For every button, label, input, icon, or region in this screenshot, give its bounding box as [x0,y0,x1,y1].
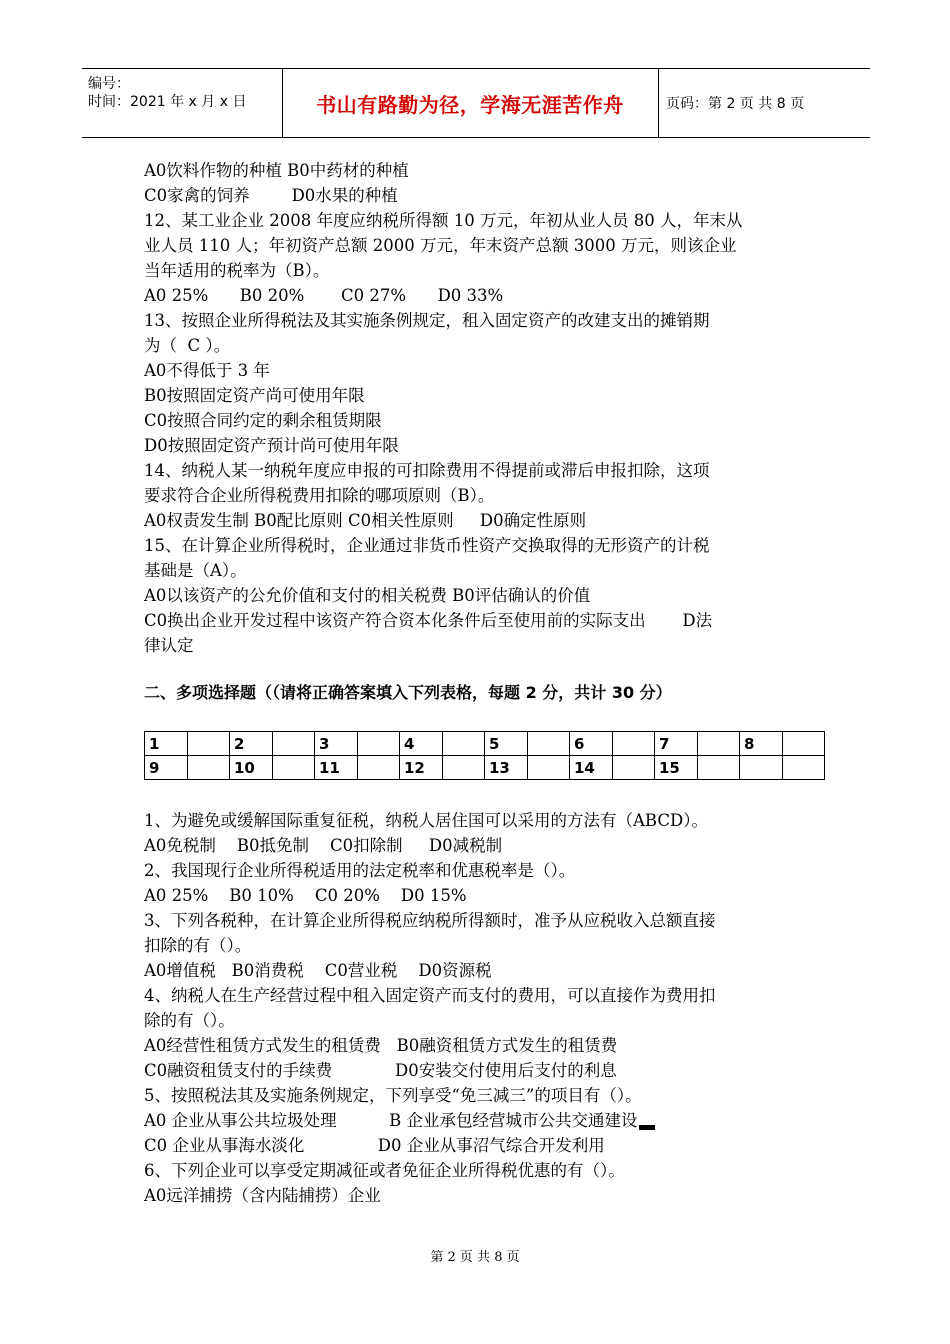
text-line: 扣除的有（）。 [144,936,252,955]
text-line: 1、为避免或缓解国际重复征税，纳税人居住国可以采用的方法有（ABCD）。 [144,811,708,830]
question-number-cell: 11 [315,756,358,780]
section-title: 二、多项选择题（（请将正确答案填入下列表格，每题 2 分，共计 30 分） [144,683,672,702]
header-page-cell [658,69,870,137]
text-line: A0经营性租赁方式发生的租赁费 B0融资租赁方式发生的租赁费 [144,1036,618,1055]
answer-cell[interactable] [357,756,400,780]
text-line: C0 企业从事海水淡化 D0 企业从事沼气综合开发利用 [144,1136,605,1155]
text-line: A0 企业从事公共垃圾处理 B 企业承包经营城市公共交通建设 [144,1111,638,1130]
question-number-cell [740,756,783,780]
answer-cell[interactable] [527,756,570,780]
text-line: 2、我国现行企业所得税适用的法定税率和优惠税率是（）。 [144,861,576,880]
text-line: 3、下列各税种，在计算企业所得税应纳税所得额时，准予从应税收入总额直接 [144,911,716,930]
page-header [82,68,870,138]
text-line: 基础是（A）。 [144,561,247,580]
question-block-bottom [144,808,824,1208]
answer-cell[interactable] [357,732,400,756]
text-line: 13、按照企业所得税法及其实施条例规定，租入固定资产的改建支出的摊销期 [144,311,710,330]
answer-cell[interactable] [442,756,485,780]
text-line: 14、纳税人某一纳税年度应申报的可扣除费用不得提前或滞后申报扣除，这项 [144,461,710,480]
answer-cell[interactable] [527,732,570,756]
answer-cell[interactable] [612,732,655,756]
text-line: 为（ C ）。 [144,336,231,355]
answer-table [144,731,825,780]
page-footer: 第 2 页 共 8 页 [430,1250,520,1265]
question-number-cell: 1 [145,732,188,756]
document-date-label: 时间：2021 年 x 月 x 日 [88,94,247,110]
text-line: A0饮料作物的种植 B0中药材的种植 [144,161,409,180]
answer-cell[interactable] [187,756,230,780]
answer-cell[interactable] [697,756,740,780]
text-line: 除的有（）。 [144,1011,235,1030]
question-number-cell: 4 [400,732,443,756]
text-line: A0权责发生制 B0配比原则 C0相关性原则 D0确定性原则 [144,511,587,530]
answer-cell[interactable] [272,732,315,756]
question-number-cell: 7 [655,732,698,756]
answer-cell[interactable] [612,756,655,780]
text-cursor-mark [639,1125,655,1130]
question-number-cell: 14 [570,756,613,780]
answer-cell[interactable] [187,732,230,756]
text-line: 当年适用的税率为（B）。 [144,261,330,280]
answer-cell[interactable] [442,732,485,756]
question-number-cell: 9 [145,756,188,780]
text-line: A0免税制 B0抵免制 C0扣除制 D0减税制 [144,836,503,855]
text-line: C0家禽的饲养 D0水果的种植 [144,186,398,205]
text-line: C0换出企业开发过程中该资产符合资本化条件后至使用前的实际支出 D法 [144,611,713,630]
document-number-label: 编号： [88,76,130,92]
text-line: A0不得低于 3 年 [144,361,270,380]
answer-cell[interactable] [272,756,315,780]
text-line: 6、下列企业可以享受定期减征或者免征企业所得税优惠的有（）。 [144,1161,625,1180]
question-number-cell: 15 [655,756,698,780]
header-page-label: 页码：第 2 页 共 8 页 [666,96,805,112]
text-line: A0 25% B0 20% C0 27% D0 33% [144,286,504,305]
text-line: 12、某工业企业 2008 年度应纳税所得额 10 万元，年初从业人员 80 人，年末从 [144,211,743,230]
text-line: A0远洋捕捞（含内陆捕捞）企业 [144,1186,381,1205]
question-number-cell: 12 [400,756,443,780]
text-line: 要求符合企业所得税费用扣除的哪项原则（B）。 [144,486,495,505]
table-row [145,756,825,780]
question-number-cell: 3 [315,732,358,756]
text-line-with-mark [144,1108,824,1133]
text-line: A0增值税 B0消费税 C0营业税 D0资源税 [144,961,492,980]
answer-cell[interactable] [782,756,825,780]
question-number-cell: 13 [485,756,528,780]
question-number-cell: 6 [570,732,613,756]
text-line: B0按照固定资产尚可使用年限 [144,386,365,405]
text-line: A0 25% B0 10% C0 20% D0 15% [144,886,467,905]
text-line: C0按照合同约定的剩余租赁期限 [144,411,382,430]
answer-cell[interactable] [697,732,740,756]
header-motto: 书山有路勤为径，学海无涯苦作舟 [316,92,624,117]
header-motto-cell [282,69,659,137]
text-line: 律认定 [144,636,194,655]
question-number-cell: 2 [230,732,273,756]
text-line: A0以该资产的公允价值和支付的相关税费 B0评估确认的价值 [144,586,591,605]
text-line: D0按照固定资产预计尚可使用年限 [144,436,399,455]
header-left-cell [82,69,283,137]
text-line: 5、按照税法其及实施条例规定，下列享受“免三减三”的项目有（）。 [144,1086,642,1105]
text-line: 业人员 110 人；年初资产总额 2000 万元，年末资产总额 3000 万元，则该企业 [144,236,737,255]
text-line: 15、在计算企业所得税时，企业通过非货币性资产交换取得的无形资产的计税 [144,536,710,555]
text-line: 4、纳税人在生产经营过程中租入固定资产而支付的费用，可以直接作为费用扣 [144,986,716,1005]
table-row [145,732,825,756]
question-block-top [144,158,824,658]
answer-cell[interactable] [782,732,825,756]
question-number-cell: 10 [230,756,273,780]
text-line: C0融资租赁支付的手续费 D0安装交付使用后支付的利息 [144,1061,617,1080]
question-number-cell: 5 [485,732,528,756]
question-number-cell: 8 [740,732,783,756]
